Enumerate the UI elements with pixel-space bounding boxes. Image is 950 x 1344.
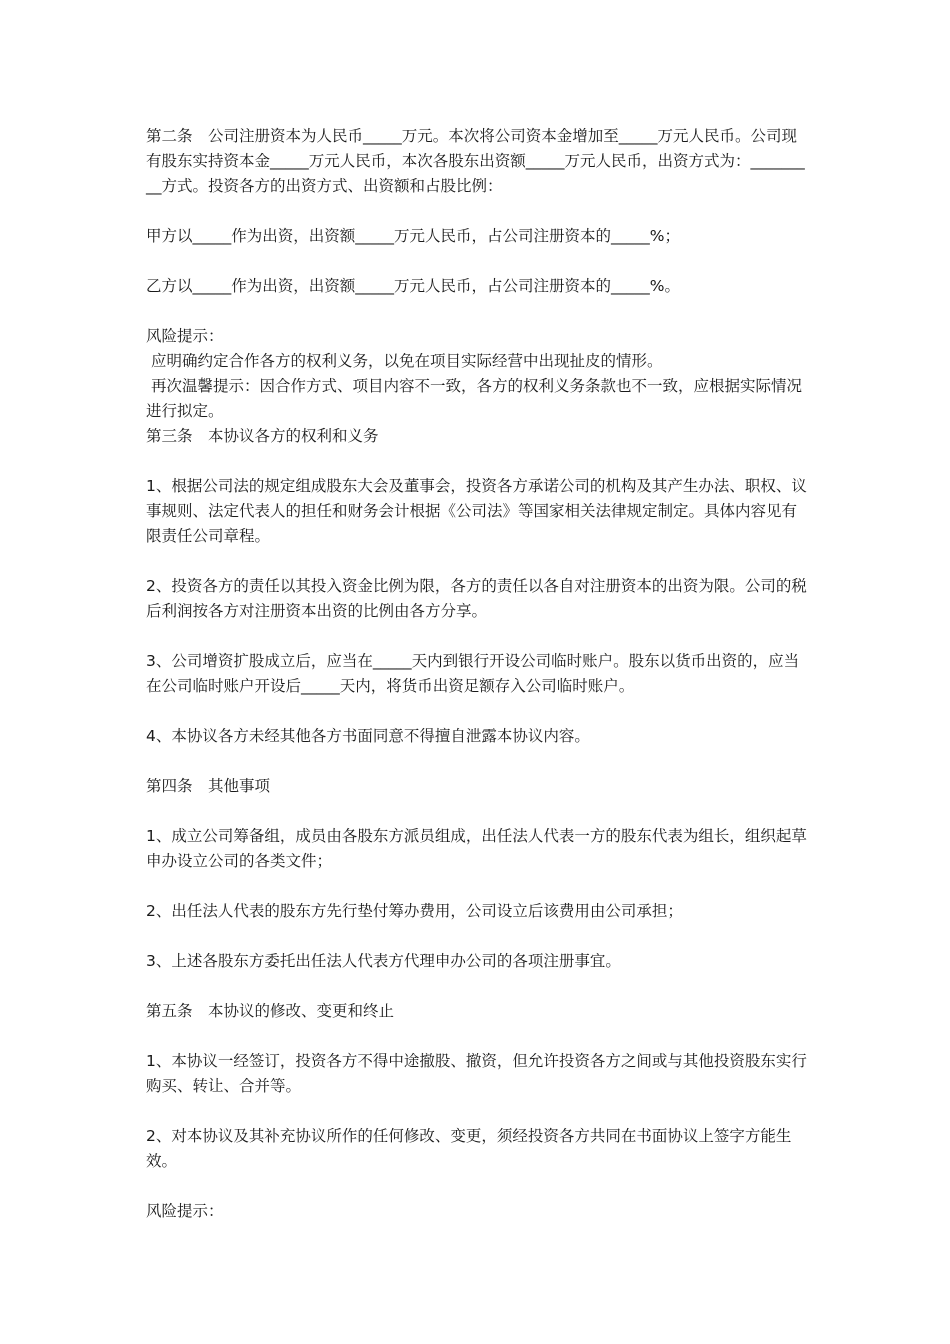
article-4-clause-3: 3、上述各股东方委托出任法人代表方代理申办公司的各项注册事宜。 <box>146 952 621 970</box>
risk-notice-text-2: 再次温馨提示：因合作方式、项目内容不一致，各方的权利义务条款也不一致，应根据实际情况进行拟定。 <box>146 377 802 420</box>
article-5-clause-2: 2、对本协议及其补充协议所作的任何修改、变更，须经投资各方共同在书面协议上签字方能生效。 <box>146 1127 792 1170</box>
risk-notice-heading-2: 风险提示： <box>146 1202 224 1220</box>
document-page <box>146 124 811 1224</box>
article-3-clause-1: 1、根据公司法的规定组成股东大会及董事会，投资各方承诺公司的机构及其产生办法、职权、议事规则、法定代表人的担任和财务会计根据《公司法》等国家相关法律规定制定。具体内容见有限责任公司章程。 <box>146 477 807 545</box>
party-a-contribution-paragraph: 甲方以_____作为出资，出资额_____万元人民币，占公司注册资本的_____%； <box>146 227 680 245</box>
article-5-clause-1: 1、本协议一经签订，投资各方不得中途撤股、撤资，但允许投资各方之间或与其他投资股东实行购买、转让、合并等。 <box>146 1052 807 1095</box>
article-3-clause-2: 2、投资各方的责任以其投入资金比例为限，各方的责任以各自对注册资本的出资为限。公司的税后利润按各方对注册资本出资的比例由各方分享。 <box>146 577 807 620</box>
article-2-capital-paragraph: 第二条 公司注册资本为人民币_____万元。本次将公司资本金增加至_____万元人民币。公司现有股东实持资本金_____万元人民币，本次各股东出资额_____万元人民币，出资方式为：_________方式。投资各方的出资方式、出资额和占股比例： <box>146 127 805 195</box>
article-4-clause-1: 1、成立公司筹备组，成员由各股东方派员组成，出任法人代表一方的股东代表为组长，组织起草申办设立公司的各类文件； <box>146 827 807 870</box>
risk-notice-heading: 风险提示： <box>146 327 224 345</box>
article-3-clause-4: 4、本协议各方未经其他各方书面同意不得擅自泄露本协议内容。 <box>146 727 590 745</box>
article-3-heading: 第三条 本协议各方的权利和义务 <box>146 427 379 445</box>
article-3-clause-3: 3、公司增资扩股成立后，应当在_____天内到银行开设公司临时账户。股东以货币出资的，应当在公司临时账户开设后_____天内，将货币出资足额存入公司临时账户。 <box>146 652 800 695</box>
article-5-heading: 第五条 本协议的修改、变更和终止 <box>146 1002 395 1020</box>
risk-notice-text-1: 应明确约定合作各方的权利义务，以免在项目实际经营中出现扯皮的情形。 <box>146 352 663 370</box>
party-b-contribution-paragraph: 乙方以_____作为出资，出资额_____万元人民币，占公司注册资本的_____%。 <box>146 277 680 295</box>
article-4-heading: 第四条 其他事项 <box>146 777 271 795</box>
article-4-clause-2: 2、出任法人代表的股东方先行垫付筹办费用，公司设立后该费用由公司承担； <box>146 902 683 920</box>
